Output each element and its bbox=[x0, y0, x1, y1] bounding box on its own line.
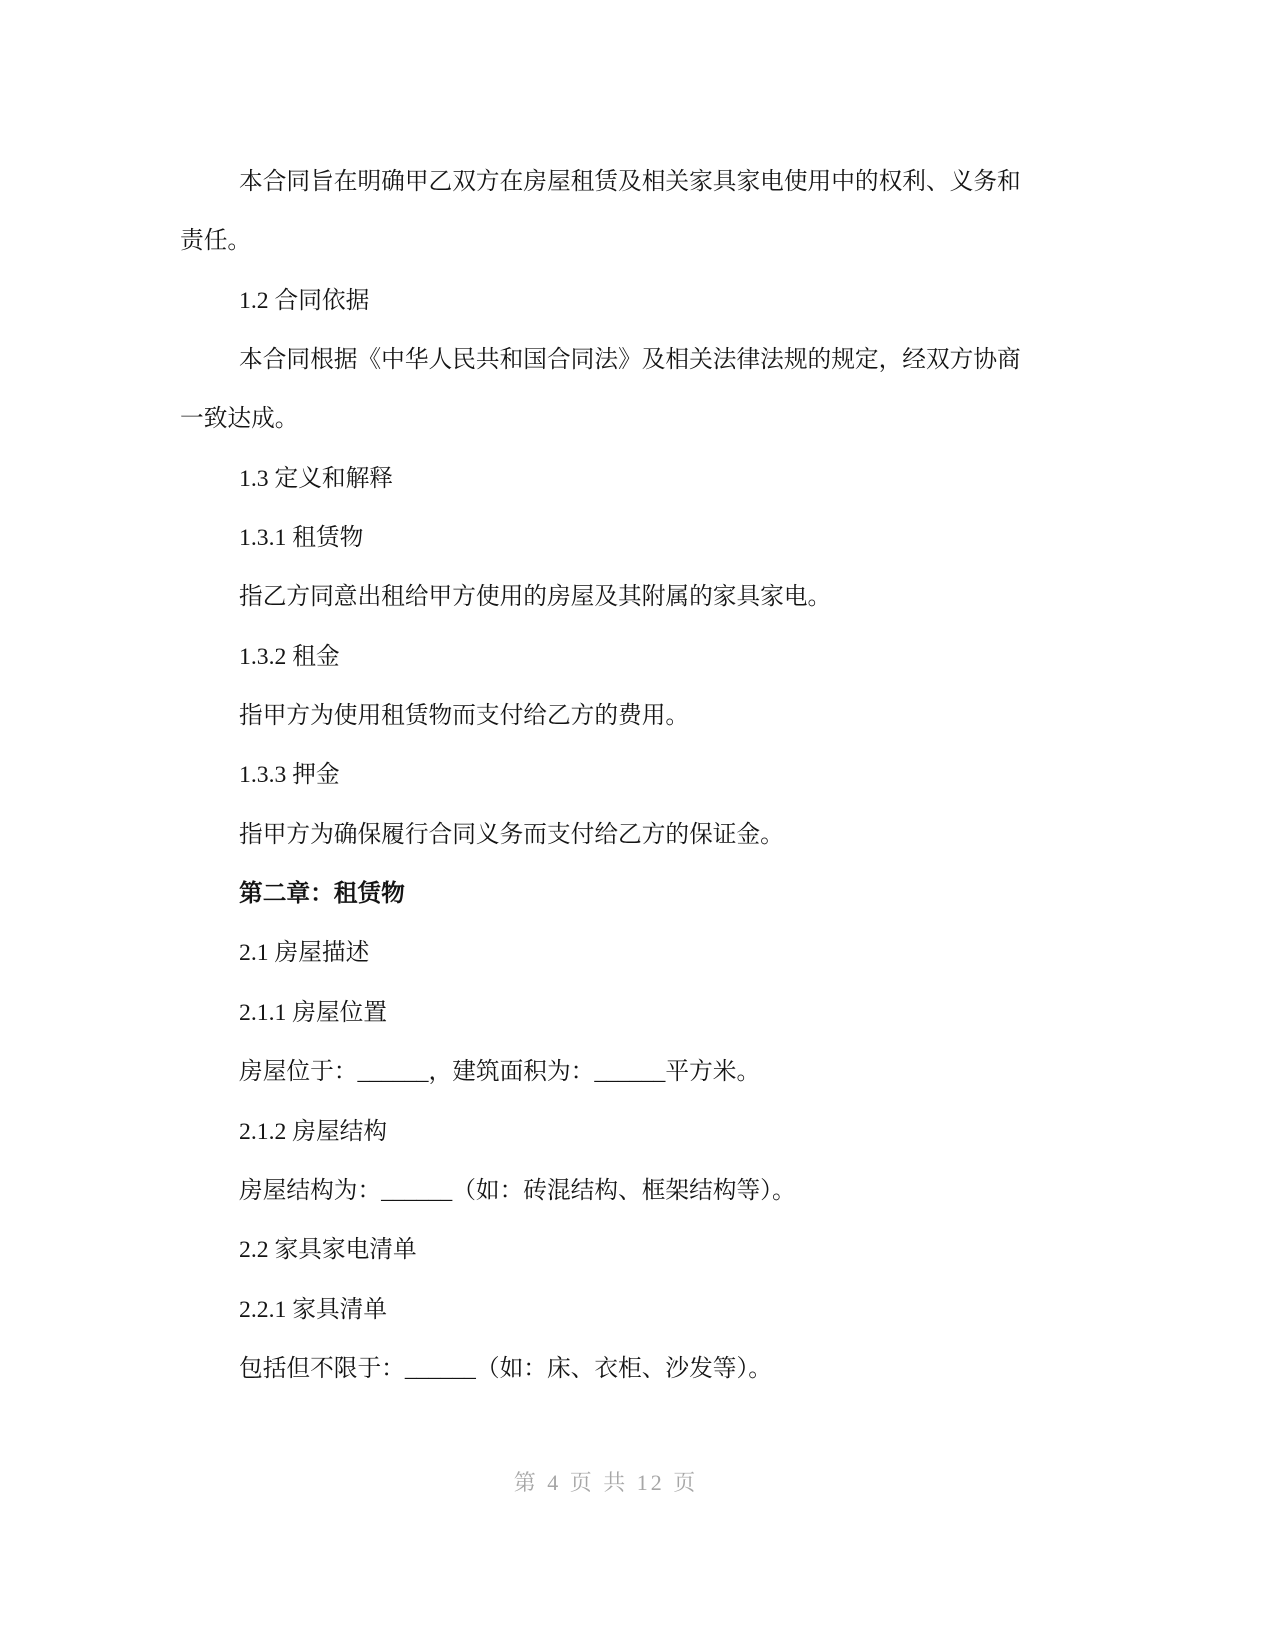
subsection-2-1-2-heading: 2.1.2 房屋结构 bbox=[239, 1118, 388, 1145]
subsection-1-3-1-heading: 1.3.1 租赁物 bbox=[239, 525, 364, 552]
subsection-1-3-1-text: 指乙方同意出租给甲方使用的房屋及其附属的家具家电。 bbox=[239, 584, 832, 611]
section-2-2-heading: 2.2 家具家电清单 bbox=[239, 1237, 417, 1264]
section-2-1-heading: 2.1 房屋描述 bbox=[239, 940, 370, 967]
subsection-1-3-2-text: 指甲方为使用租赁物而支付给乙方的费用。 bbox=[239, 703, 690, 730]
intro-paragraph-line-1: 本合同旨在明确甲乙双方在房屋租赁及相关家具家电使用中的权利、义务和 bbox=[239, 169, 1021, 195]
intro-paragraph-line-2: 责任。 bbox=[180, 228, 252, 255]
subsection-2-1-2-text: 房屋结构为：______（如：砖混结构、框架结构等）。 bbox=[239, 1177, 796, 1204]
section-1-2-paragraph-line-1: 本合同根据《中华人民共和国合同法》及相关法律法规的规定，经双方协商 bbox=[239, 347, 1021, 374]
subsection-2-2-1-heading: 2.2.1 家具清单 bbox=[239, 1296, 388, 1323]
subsection-1-3-2-heading: 1.3.2 租金 bbox=[239, 643, 340, 670]
section-1-2-paragraph-line-2: 一致达成。 bbox=[180, 406, 299, 433]
subsection-1-3-3-text: 指甲方为确保履行合同义务而支付给乙方的保证金。 bbox=[239, 821, 784, 848]
section-1-3-heading: 1.3 定义和解释 bbox=[239, 465, 393, 492]
document-body bbox=[180, 153, 1080, 1399]
subsection-2-2-1-text: 包括但不限于：______（如：床、衣柜、沙发等）。 bbox=[239, 1355, 772, 1382]
chapter-2-title: 第二章：租赁物 bbox=[239, 881, 405, 908]
section-1-2-heading: 1.2 合同依据 bbox=[239, 287, 370, 314]
subsection-2-1-1-heading: 2.1.1 房屋位置 bbox=[239, 999, 388, 1026]
subsection-1-3-3-heading: 1.3.3 押金 bbox=[239, 762, 340, 789]
subsection-2-1-1-text: 房屋位于：______，建筑面积为：______平方米。 bbox=[239, 1059, 761, 1086]
page-footer-indicator: 第 4 页 共 12 页 bbox=[513, 1470, 699, 1495]
